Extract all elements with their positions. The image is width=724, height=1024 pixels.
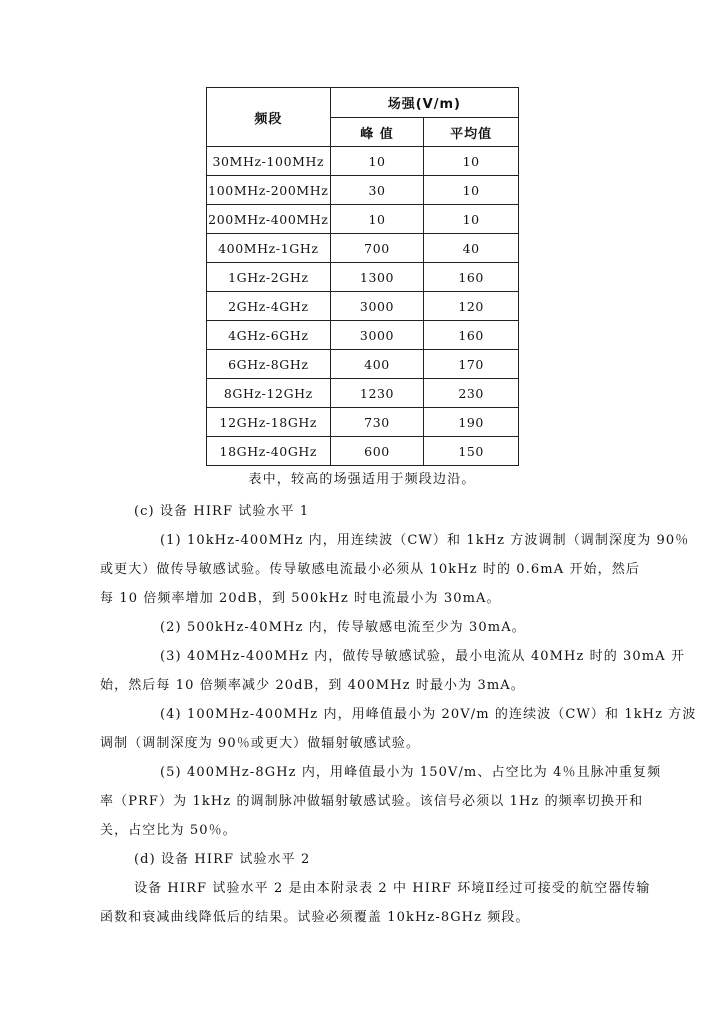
peak-cell: 1300 (330, 263, 424, 292)
average-cell: 120 (424, 292, 519, 321)
table-row (207, 263, 519, 292)
peak-cell: 700 (330, 234, 424, 263)
peak-cell: 400 (330, 350, 424, 379)
section-d-line-2: 函数和衰减曲线降低后的结果。试验必须覆盖 10kHz-8GHz 频段。 (100, 910, 530, 925)
average-cell: 10 (424, 205, 519, 234)
peak-cell: 30 (330, 176, 424, 205)
average-cell: 40 (424, 234, 519, 263)
table-row (207, 408, 519, 437)
section-c-heading: (c) 设备 HIRF 试验水平 1 (134, 504, 310, 519)
table-row (207, 321, 519, 350)
peak-cell: 10 (330, 147, 424, 176)
peak-cell: 1230 (330, 379, 424, 408)
band-cell: 4GHz-6GHz (207, 321, 331, 350)
band-cell: 18GHz-40GHz (207, 437, 331, 466)
paragraph-1-line-2: 或更大）做传导敏感试验。传导敏感电流最小必须从 10kHz 时的 0.6mA 开始，然后 (100, 562, 640, 577)
peak-cell: 3000 (330, 292, 424, 321)
hirf-field-strength-table (206, 87, 519, 466)
table-row (207, 437, 519, 466)
average-cell: 230 (424, 379, 519, 408)
table-note: 表中，较高的场强适用于频段边沿。 (248, 472, 476, 487)
band-cell: 8GHz-12GHz (207, 379, 331, 408)
section-d-line-1: 设备 HIRF 试验水平 2 是由本附录表 2 中 HIRF 环境Ⅱ经过可接受的航空器传输 (134, 881, 651, 896)
paragraph-1-line-3: 每 10 倍频率增加 20dB，到 500kHz 时电流最小为 30mA。 (100, 591, 501, 606)
table-row (207, 176, 519, 205)
average-cell: 10 (424, 176, 519, 205)
peak-cell: 10 (330, 205, 424, 234)
average-cell: 190 (424, 408, 519, 437)
band-cell: 100MHz-200MHz (207, 176, 331, 205)
table-row (207, 205, 519, 234)
table-row (207, 379, 519, 408)
average-cell: 10 (424, 147, 519, 176)
table-row (207, 234, 519, 263)
band-cell: 200MHz-400MHz (207, 205, 331, 234)
header-peak: 峰 值 (330, 118, 424, 147)
band-cell: 6GHz-8GHz (207, 350, 331, 379)
average-cell: 160 (424, 263, 519, 292)
paragraph-5-line-3: 关，占空比为 50％。 (100, 823, 237, 838)
table-row (207, 350, 519, 379)
paragraph-1-line-1: (1) 10kHz-400MHz 内，用连续波（CW）和 1kHz 方波调制（调制深度为 90％ (160, 533, 690, 548)
band-cell: 400MHz-1GHz (207, 234, 331, 263)
table-row (207, 147, 519, 176)
header-average: 平均值 (424, 118, 519, 147)
paragraph-2-line-1: (2) 500kHz-40MHz 内，传导敏感电流至少为 30mA。 (160, 620, 526, 635)
band-cell: 30MHz-100MHz (207, 147, 331, 176)
average-cell: 160 (424, 321, 519, 350)
paragraph-3-line-1: (3) 40MHz-400MHz 内，做传导敏感试验，最小电流从 40MHz 时的 30mA 开 (160, 649, 686, 664)
paragraph-4-line-1: (4) 100MHz-400MHz 内，用峰值最小为 20V/m 的连续波（CW）和 1kHz 方波 (160, 707, 697, 722)
average-cell: 150 (424, 437, 519, 466)
peak-cell: 730 (330, 408, 424, 437)
header-band: 频段 (207, 88, 331, 147)
peak-cell: 600 (330, 437, 424, 466)
paragraph-4-line-2: 调制（调制深度为 90％或更大）做辐射敏感试验。 (100, 736, 421, 751)
peak-cell: 3000 (330, 321, 424, 350)
header-field-strength: 场强(V/m) (330, 88, 518, 118)
paragraph-5-line-1: (5) 400MHz-8GHz 内，用峰值最小为 150V/m、占空比为 4％且脉冲重复频 (160, 765, 662, 780)
paragraph-5-line-2: 率（PRF）为 1kHz 的调制脉冲做辐射敏感试验。该信号必须以 1Hz 的频率切换开和 (100, 794, 644, 809)
paragraph-3-line-2: 始，然后每 10 倍频率减少 20dB，到 400MHz 时最小为 3mA。 (100, 678, 525, 693)
band-cell: 12GHz-18GHz (207, 408, 331, 437)
band-cell: 2GHz-4GHz (207, 292, 331, 321)
average-cell: 170 (424, 350, 519, 379)
band-cell: 1GHz-2GHz (207, 263, 331, 292)
section-d-heading: (d) 设备 HIRF 试验水平 2 (134, 852, 311, 867)
table-row (207, 292, 519, 321)
